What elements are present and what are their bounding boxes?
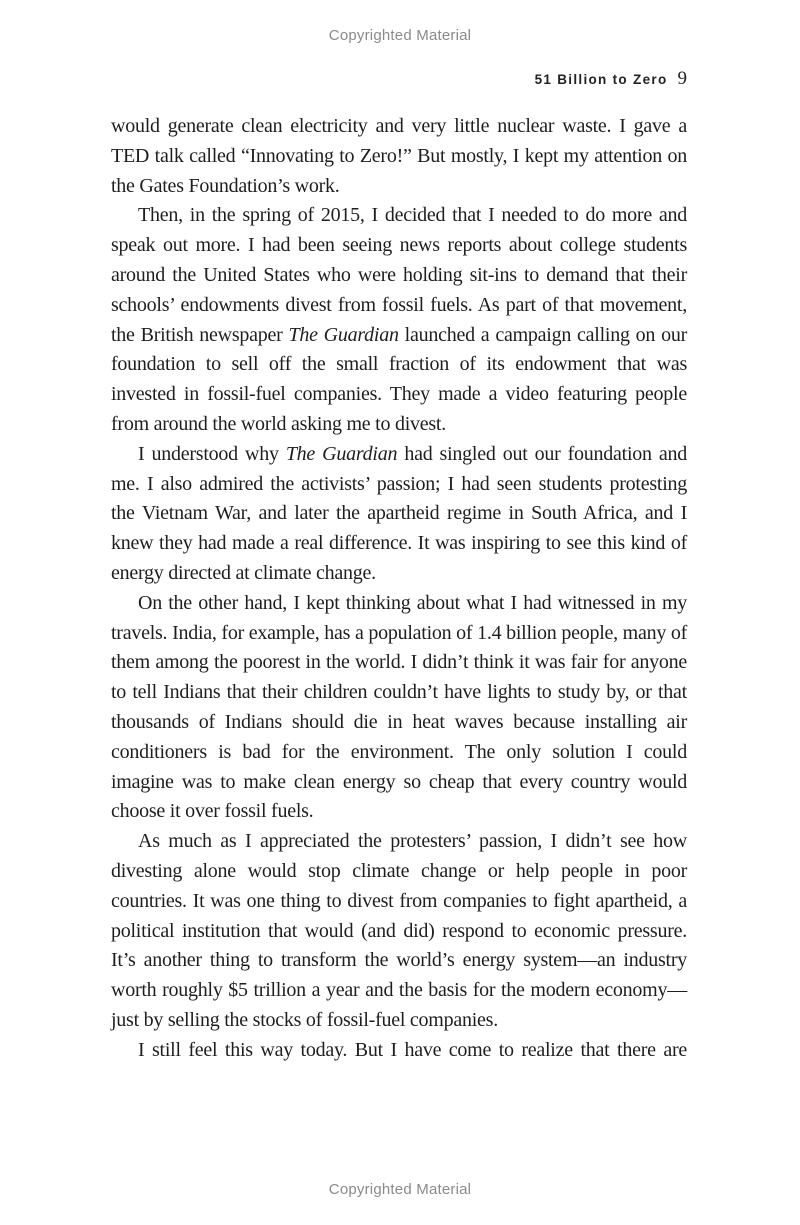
paragraph-2-italic: The Guardian [288,323,399,346]
paragraph-1 [111,112,687,201]
paragraph-3-italic: The Guardian [285,442,398,465]
paragraph-4-text: On the other hand, I kept thinking about what I had witnessed in my travels. India, for example, has a population of 1.4 billion people, many of them among the poorest in the world. I didn’t think it was fair for anyone to tell Indians that their children couldn’t have lights to study by, or that thousands of Indians should die in heat waves because installing air conditioners is bad for the environment. The only solution I could imagine was to make clean energy so cheap that every country would choose it over fossil fuels. [111,591,687,823]
paragraph-5 [111,827,687,1036]
paragraph-3-text: I understood why [138,442,286,465]
paragraph-2 [111,201,687,439]
body-text [111,112,687,1066]
running-head [535,68,687,90]
page-number: 9 [677,68,687,89]
paragraph-2-text: Then, in the spring of 2015, I decided that I needed to do more and speak out more. I had been seeing news reports about college students around the United States who were holding sit-ins to demand that their schools’ endowments divest from fossil fuels. As part of that movement, the British newspaper [111,204,687,346]
paragraph-6-text: I still feel this way today. But I have come to realize that there are [138,1038,687,1061]
chapter-title: 51 Billion to Zero [534,72,668,87]
copyright-watermark-top: Copyrighted Material [328,27,472,44]
paragraph-1-text: would generate clean electricity and very little nuclear waste. I gave a TED talk called “Innovating to Zero!” But mostly, I kept my attention on the Gates Foundation’s work. [111,115,687,197]
copyright-watermark-bottom: Copyrighted Material [328,1181,472,1198]
paragraph-6 [111,1036,687,1066]
paragraph-3-text-after: had singled out our foundation and me. I also admired the activists’ passion; I had seen students protesting the Vietnam War, and later the apartheid regime in South Africa, and I knew they had made a real difference. It was inspiring to see this kind of energy directed at climate change. [111,442,688,584]
paragraph-2-text-after: launched a campaign calling on our foundation to sell off the small fraction of its endowment that was invested in fossil-fuel companies. They made a video featuring people from around the world asking me to divest. [111,323,687,435]
paragraph-4 [111,589,687,827]
paragraph-5-text: As much as I appreciated the protesters’ passion, I didn’t see how divesting alone would stop climate change or help people in poor countries. It was one thing to divest from companies to fight apartheid, a political institution that would (and did) respond to economic pressure. It’s another thing to transform the world’s energy system—an industry worth roughly $5 trillion a year and the basis for the modern economy—just by selling the stocks of fossil-fuel companies. [111,830,687,1031]
paragraph-3 [111,440,687,589]
